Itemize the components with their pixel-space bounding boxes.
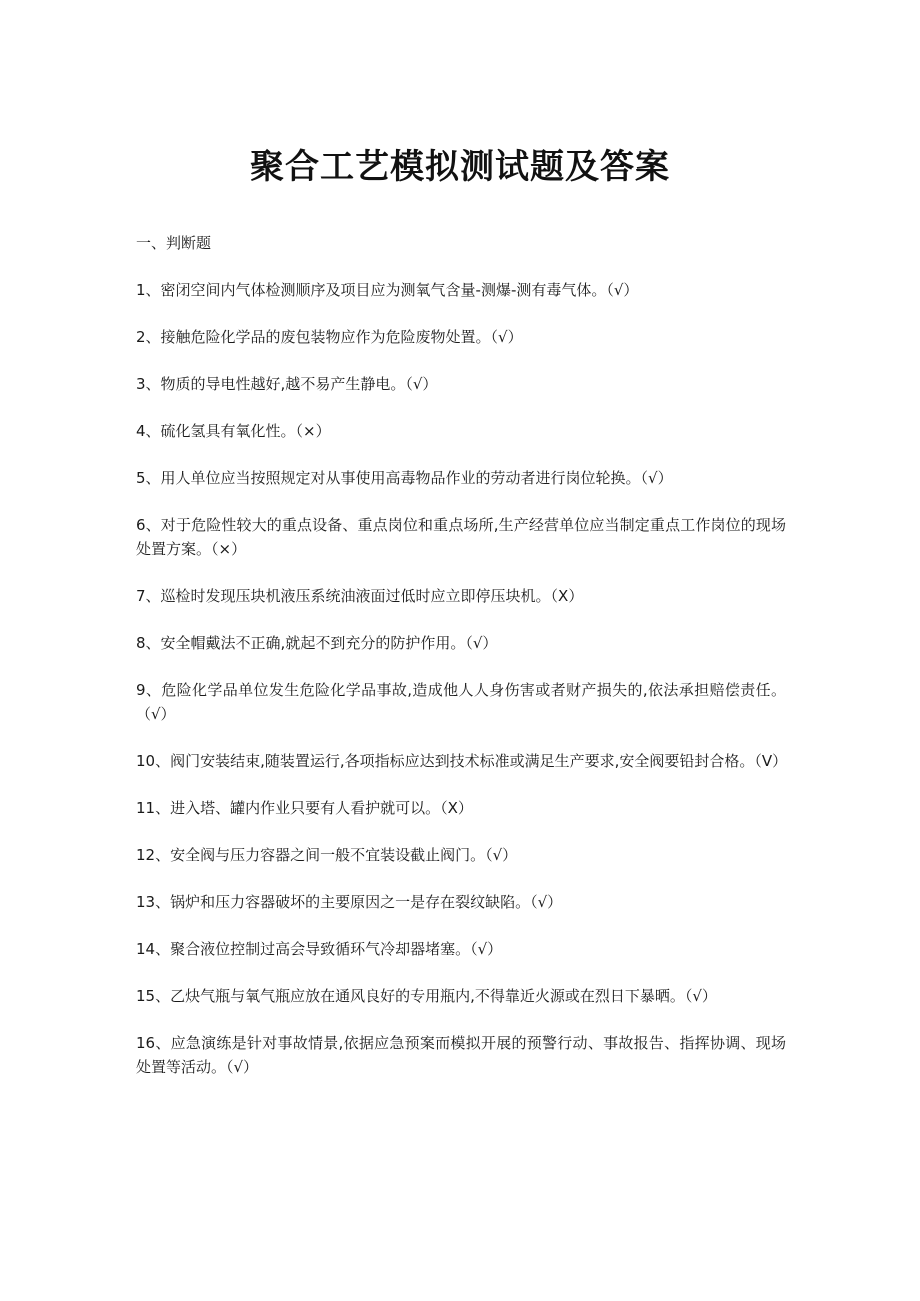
- question-item: 3、物质的导电性越好,越不易产生静电。（√）: [136, 375, 438, 393]
- question-item: 5、用人单位应当按照规定对从事使用高毒物品作业的劳动者进行岗位轮换。（√）: [136, 469, 673, 487]
- question-item: 7、巡检时发现压块机液压系统油液面过低时应立即停压块机。（X）: [136, 587, 584, 605]
- question-item: 13、锅炉和压力容器破坏的主要原因之一是存在裂纹缺陷。（√）: [136, 893, 563, 911]
- question-item: 10、阀门安装结束,随装置运行,各项指标应达到技术标准或满足生产要求,安全阀要铅封合格。（V）: [136, 752, 788, 770]
- question-item: 6、对于危险性较大的重点设备、重点岗位和重点场所,生产经营单位应当制定重点工作岗位的现场处置方案。（×）: [136, 516, 786, 558]
- question-item: 8、安全帽戴法不正确,就起不到充分的防护作用。（√）: [136, 634, 498, 652]
- question-item: 4、硫化氢具有氧化性。（×）: [136, 422, 331, 440]
- question-item: 14、聚合液位控制过高会导致循环气冷却器堵塞。（√）: [136, 940, 503, 958]
- section-heading: 一、判断题: [136, 234, 212, 252]
- question-item: 1、密闭空间内气体检测顺序及项目应为测氧气含量-测爆-测有毒气体。（√）: [136, 281, 639, 299]
- question-item: 16、应急演练是针对事故情景,依据应急预案而模拟开展的预警行动、事故报告、指挥协调、现场处置等活动。（√）: [136, 1034, 786, 1076]
- question-item: 12、安全阀与压力容器之间一般不宜装设截止阀门。（√）: [136, 846, 518, 864]
- question-item: 9、危险化学品单位发生危险化学品事故,造成他人人身伤害或者财产损失的,依法承担赔偿责任。（√）: [136, 681, 786, 723]
- question-list: [136, 278, 786, 1102]
- question-item: 11、进入塔、罐内作业只要有人看护就可以。（X）: [136, 799, 473, 817]
- question-item: 2、接触危险化学品的废包装物应作为危险废物处置。（√）: [136, 328, 523, 346]
- page-title: 聚合工艺模拟测试题及答案: [250, 147, 670, 187]
- question-item: 15、乙炔气瓶与氧气瓶应放在通风良好的专用瓶内,不得靠近火源或在烈日下暴晒。（√）: [136, 987, 717, 1005]
